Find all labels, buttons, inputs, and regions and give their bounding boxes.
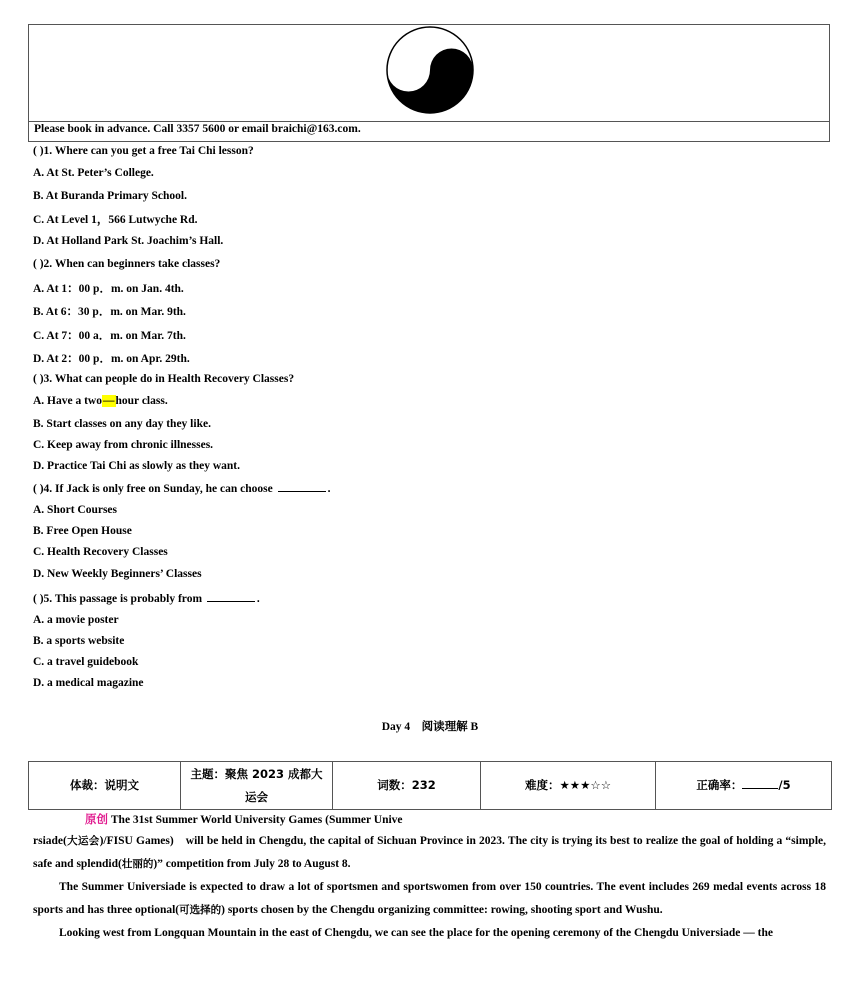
question-3-stem: ( )3. What can people do in Health Recovery Classes? xyxy=(33,373,295,385)
question-2-stem: ( )2. When can beginners take classes? xyxy=(33,258,221,270)
q4-stem-end: . xyxy=(327,483,331,495)
q3-option-d: D. Practice Tai Chi as slowly as they want. xyxy=(33,460,240,472)
question-1-stem: ( )1. Where can you get a free Tai Chi lesson? xyxy=(33,145,254,157)
q3-option-a-before: A. Have a two xyxy=(33,395,102,407)
q4-option-d: D. New Weekly Beginners’ Classes xyxy=(33,568,202,580)
section-title: Day 4 阅读理解 B xyxy=(381,721,479,733)
p2-text-b: ) sports chosen by the Chengdu organizing committee: rowing, shooting sport and Wushu. xyxy=(221,904,663,916)
topic-line-2: 运会 xyxy=(245,789,268,804)
box-divider xyxy=(29,121,829,122)
accuracy-cell xyxy=(656,762,832,810)
p1-gloss-2: 壮丽的 xyxy=(121,858,154,870)
q2-option-d: D. At 2：00 p．m. on Apr. 29th. xyxy=(33,353,190,365)
difficulty-cell: 难度：★★★☆☆ xyxy=(481,762,656,810)
booking-info: Please book in advance. Call 3357 5600 or email braichi@163.com. xyxy=(34,123,361,135)
question-5-stem xyxy=(33,592,260,605)
q4-option-a: A. Short Courses xyxy=(33,504,118,516)
p1-text-a: rsiade( xyxy=(33,835,67,847)
p1-text-b: )/FISU Games) will be held in Chengdu, the capital of Sichuan Province in 2023. The city is trying its best to realize the goal of holding a “simple, safe and splendid( xyxy=(33,835,826,870)
question-4-stem xyxy=(33,482,330,495)
q1-option-b: B. At Buranda Primary School. xyxy=(33,190,187,202)
q5-option-d: D. a medical magazine xyxy=(33,677,144,689)
p1-text-c: )” competition from July 28 to August 8. xyxy=(153,858,351,870)
yin-yang-icon xyxy=(385,25,475,115)
q1-option-a: A. At St. Peter’s College. xyxy=(33,167,154,179)
passage-paragraph-1 xyxy=(33,830,826,876)
passage-first-line xyxy=(85,811,403,827)
q2-option-b: B. At 6：30 p．m. on Mar. 9th. xyxy=(33,306,186,318)
ad-box xyxy=(28,24,830,142)
q5-stem-text: ( )5. This passage is probably from xyxy=(33,593,203,605)
q4-option-c: C. Health Recovery Classes xyxy=(33,546,168,558)
passage-line-1: The 31st Summer World University Games (Summer Unive xyxy=(110,814,403,826)
passage-info-table xyxy=(28,761,832,810)
q1-option-c: C. At Level 1，566 Lutwyche Rd. xyxy=(33,214,198,226)
q3-option-a xyxy=(33,395,168,407)
q2-option-a: A. At 1：00 p．m. on Jan. 4th. xyxy=(33,283,184,295)
q5-option-b: B. a sports website xyxy=(33,635,125,647)
p1-gloss-1: 大运会 xyxy=(66,835,100,847)
q4-stem-text: ( )4. If Jack is only free on Sunday, he can choose xyxy=(33,483,273,495)
q1-option-d: D. At Holland Park St. Joachim’s Hall. xyxy=(33,235,224,247)
passage-paragraph-2 xyxy=(33,876,826,922)
accuracy-label: 正确率： xyxy=(696,778,743,792)
q3-option-c: C. Keep away from chronic illnesses. xyxy=(33,439,214,451)
original-tag: 原创 xyxy=(85,812,108,826)
passage-paragraph-3: Looking west from Longquan Mountain in the east of Chengdu, we can see the place for the opening ceremony of the Chengdu Universiade — the xyxy=(59,927,773,939)
word-count-cell: 词数：232 xyxy=(333,762,481,810)
q3-option-a-after: hour class. xyxy=(115,395,168,407)
p2-gloss: 可选择的 xyxy=(179,904,222,916)
accuracy-blank[interactable] xyxy=(742,778,778,789)
q5-option-a: A. a movie poster xyxy=(33,614,119,626)
q5-option-c: C. a travel guidebook xyxy=(33,656,139,668)
highlighted-dash: — xyxy=(103,395,115,407)
accuracy-total: /5 xyxy=(778,778,791,792)
p2-text-a: The Summer Universiade is expected to draw a lot of sportsmen and sportswomen from over 150 countries. The event includes 269 medal events across 18 sports and has three optional( xyxy=(33,881,826,916)
topic-line-1: 主题：聚焦 2023 成都大 xyxy=(190,766,323,781)
q2-option-c: C. At 7：00 a．m. on Mar. 7th. xyxy=(33,330,186,342)
q4-answer-blank[interactable] xyxy=(278,482,326,492)
q3-option-b: B. Start classes on any day they like. xyxy=(33,418,211,430)
q5-answer-blank[interactable] xyxy=(207,592,255,602)
q4-option-b: B. Free Open House xyxy=(33,525,132,537)
genre-cell: 体裁：说明文 xyxy=(29,762,181,810)
q5-stem-end: . xyxy=(256,593,260,605)
topic-cell xyxy=(181,762,333,810)
